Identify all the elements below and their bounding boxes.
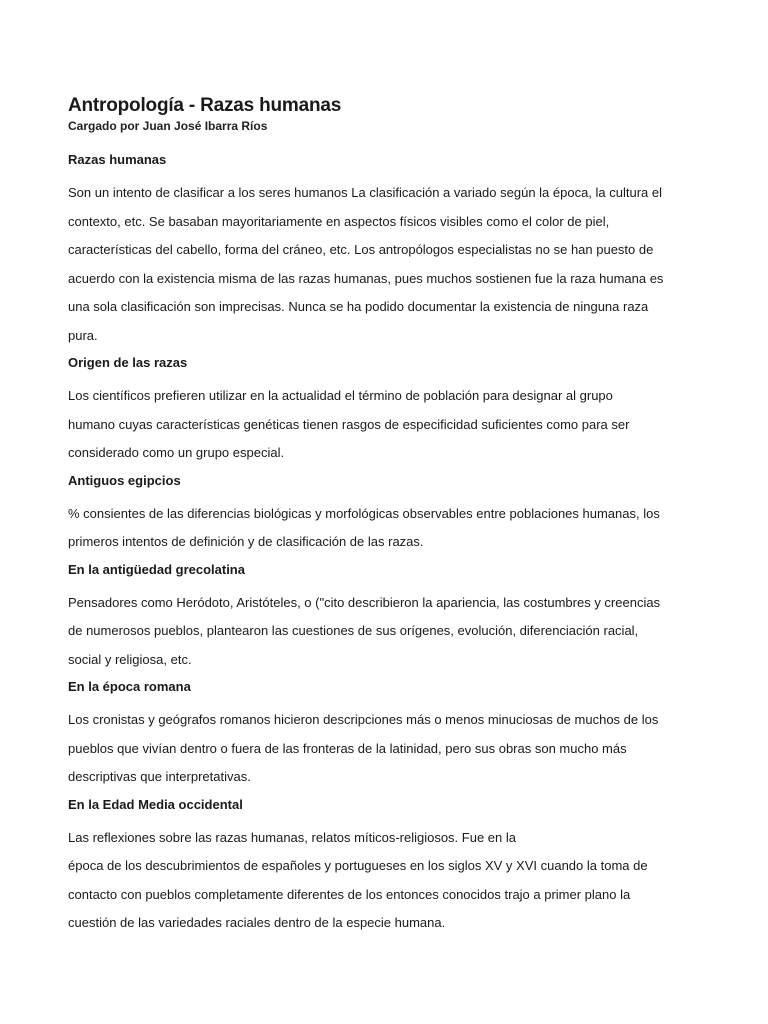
paragraph-line: Pensadores como Heródoto, Aristóteles, o ("cito describieron la apariencia, las costumbres y creencias [68,594,661,610]
section-paragraph [68,706,708,792]
paragraph-line: pura. [68,327,98,343]
document-content [68,94,708,942]
section-heading: En la antigüedad grecolatina [68,561,245,577]
section-heading: En la Edad Media occidental [68,796,243,812]
section-heading: Razas humanas [68,152,167,167]
section-heading: Antiguos egipcios [68,472,181,488]
document-uploader: Cargado por Juan José Ibarra Ríos [68,119,268,133]
section-paragraph [68,824,708,938]
paragraph-line: considerado como un grupo especial. [68,445,285,460]
section-paragraph [68,500,708,557]
paragraph-line: % consientes de las diferencias biológicas y morfológicas observables entre poblaciones humanas, los [68,505,660,521]
section [68,151,708,350]
document-body [68,151,708,938]
section-paragraph [68,589,708,675]
paragraph-line: una sola clasificación son imprecisas. Nunca se ha podido documentar la existencia de ninguna raza [68,299,649,314]
paragraph-line: Los cronistas y geógrafos romanos hicieron descripciones más o menos minuciosas de muchos de los [68,712,659,727]
section-heading: Origen de las razas [68,355,188,370]
paragraph-line: social y religiosa, etc. [68,651,192,667]
paragraph-line: contacto con pueblos completamente diferentes de los entonces conocidos trajo a primer plano la [68,886,631,902]
paragraph-line: Los científicos prefieren utilizar en la actualidad el término de población para designar al grupo [68,388,613,403]
section-paragraph [68,179,708,350]
paragraph-line: Son un intento de clasificar a los seres humanos La clasificación a variado según la época, la cultura el [68,185,663,200]
paragraph-line: primeros intentos de definición y de clasificación de las razas. [68,534,424,549]
paragraph-line: de numerosos pueblos, plantearon las cuestiones de sus orígenes, evolución, diferenciación racial, [68,623,639,638]
paragraph-line: descriptivas que interpretativas. [68,769,251,784]
section [68,472,708,557]
paragraph-line: cuestión de las variedades raciales dentro de la especie humana. [68,915,446,930]
paragraph-line: época de los descubrimientos de españoles y portugueses en los siglos XV y XVI cuando la toma de [68,858,648,873]
section [68,561,708,675]
section [68,678,708,792]
section-paragraph [68,382,708,468]
paragraph-line: características del cabello, forma del cráneo, etc. Los antropólogos especialistas no se han puesto de [68,242,654,257]
section [68,796,708,938]
paragraph-line: acuerdo con la existencia misma de las razas humanas, pues muchos sostienen fue la raza humana es [68,270,664,286]
section [68,354,708,468]
paragraph-line: Las reflexiones sobre las razas humanas, relatos míticos-religiosos. Fue en la [68,829,516,845]
section-heading: En la época romana [68,679,191,694]
paragraph-line: contexto, etc. Se basaban mayoritariamente en aspectos físicos visibles como el color de piel, [68,213,610,229]
paragraph-line: humano cuyas características genéticas tienen rasgos de especificidad suficientes como para ser [68,416,630,432]
paragraph-line: pueblos que vivían dentro o fuera de las fronteras de la latinidad, pero sus obras son mucho más [68,740,627,756]
document-title: Antropología - Razas humanas [68,95,342,116]
